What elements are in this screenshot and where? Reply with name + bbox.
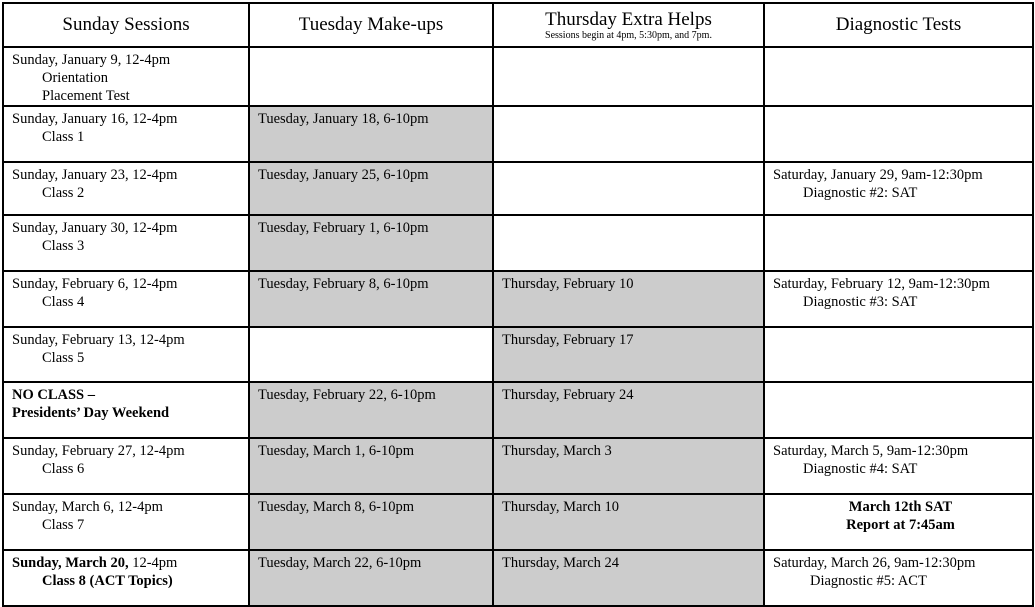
sunday-cell [3,494,249,550]
diagnostic-date: Saturday, February 12, 9am-12:30pm [773,276,990,292]
makeup-date: Tuesday, March 22, 6-10pm [258,555,422,571]
diagnostic-name: Diagnostic #3: SAT [803,294,918,310]
session-date [12,554,244,572]
sunday-cell [3,382,249,438]
schedule-table [2,2,1034,607]
diagnostic-date: Saturday, March 5, 9am-12:30pm [773,443,969,459]
session-topic: Class 3 [42,238,85,254]
makeup-date: Tuesday, February 1, 6-10pm [258,220,429,236]
table-row [3,215,1033,271]
tuesday-cell [249,438,493,494]
thursday-cell [493,162,764,215]
tuesday-cell [249,162,493,215]
session-topic: Class 5 [42,350,85,366]
session-topic: Class 7 [42,517,85,533]
diagnostic-date: Saturday, January 29, 9am-12:30pm [773,167,983,183]
extra-help-date: Thursday, February 10 [502,276,634,292]
session-topic: Class 1 [42,129,85,145]
tuesday-cell [249,271,493,327]
table-row [3,382,1033,438]
header-sunday-label: Sunday Sessions [62,14,190,35]
diagnostic-date: Saturday, March 26, 9am-12:30pm [773,555,976,571]
thursday-cell [493,215,764,271]
makeup-date: Tuesday, January 25, 6-10pm [258,167,429,183]
diagnostic-cell [764,494,1033,550]
diagnostic-cell [764,47,1033,106]
tuesday-cell [249,550,493,606]
session-time: 12-4pm [128,555,178,571]
diagnostic-cell [764,215,1033,271]
table-row [3,47,1033,106]
diagnostic-cell [764,271,1033,327]
tuesday-cell [249,215,493,271]
table-row [3,494,1033,550]
diagnostic-cell [764,382,1033,438]
header-diagnostic-label: Diagnostic Tests [835,14,962,35]
session-date: Sunday, February 27, 12-4pm [12,443,185,459]
makeup-date: Tuesday, March 1, 6-10pm [258,443,414,459]
makeup-date: Tuesday, February 22, 6-10pm [258,387,436,403]
sunday-cell [3,550,249,606]
thursday-cell [493,494,764,550]
makeup-date: Tuesday, January 18, 6-10pm [258,111,429,127]
makeup-date: Tuesday, February 8, 6-10pm [258,276,429,292]
diagnostic-name: Diagnostic #2: SAT [803,185,918,201]
thursday-cell [493,438,764,494]
extra-help-date: Thursday, March 24 [502,555,620,571]
header-tuesday-label: Tuesday Make-ups [298,14,444,35]
session-date: Sunday, February 6, 12-4pm [12,276,178,292]
header-tuesday [249,3,493,47]
thursday-cell [493,271,764,327]
holiday-label: Presidents’ Day Weekend [12,405,170,421]
makeup-date: Tuesday, March 8, 6-10pm [258,499,414,515]
sunday-cell [3,47,249,106]
session-date: Sunday, January 9, 12-4pm [12,52,171,68]
sat-test-date: March 12th SAT [848,499,953,515]
diagnostic-cell [764,162,1033,215]
extra-help-date: Thursday, March 3 [502,443,612,459]
sunday-cell [3,438,249,494]
table-row [3,106,1033,162]
table-row [3,271,1033,327]
table-row [3,162,1033,215]
extra-help-date: Thursday, February 17 [502,332,634,348]
diagnostic-name: Diagnostic #5: ACT [810,573,927,589]
session-topic: Class 8 (ACT Topics) [42,573,173,589]
header-sunday [3,3,249,47]
sunday-cell [3,162,249,215]
sunday-cell [3,106,249,162]
sunday-cell [3,271,249,327]
sunday-cell [3,327,249,382]
session-date: Sunday, January 16, 12-4pm [12,111,178,127]
diagnostic-cell [764,550,1033,606]
extra-help-date: Thursday, February 24 [502,387,634,403]
session-date: Sunday, January 30, 12-4pm [12,220,178,236]
tuesday-cell [249,327,493,382]
table-row [3,327,1033,382]
diagnostic-cell [764,327,1033,382]
header-row [3,3,1033,47]
report-time: Report at 7:45am [846,517,955,533]
table-row [3,438,1033,494]
session-topic: Orientation [42,70,109,86]
session-date: Sunday, February 13, 12-4pm [12,332,185,348]
sunday-cell [3,215,249,271]
header-thursday-label: Thursday Extra Helps [545,8,712,30]
no-class-label: NO CLASS – [12,387,95,403]
header-diagnostic [764,3,1033,47]
thursday-cell [493,550,764,606]
diagnostic-cell [764,106,1033,162]
header-thursday-note: Sessions begin at 4pm, 5:30pm, and 7pm. [545,29,712,41]
diagnostic-name: Diagnostic #4: SAT [803,461,918,477]
session-date: Sunday, March 6, 12-4pm [12,499,163,515]
session-topic: Class 4 [42,294,85,310]
thursday-cell [493,382,764,438]
table-row [3,550,1033,606]
header-thursday [493,3,764,47]
session-date: Sunday, January 23, 12-4pm [12,167,178,183]
thursday-cell [493,327,764,382]
session-topic: Class 6 [42,461,85,477]
thursday-cell [493,47,764,106]
session-topic: Class 2 [42,185,85,201]
extra-help-date: Thursday, March 10 [502,499,620,515]
session-topic: Placement Test [42,88,130,104]
tuesday-cell [249,47,493,106]
tuesday-cell [249,106,493,162]
diagnostic-cell [764,438,1033,494]
session-date-bold: Sunday, March 20, [12,555,129,571]
tuesday-cell [249,494,493,550]
tuesday-cell [249,382,493,438]
thursday-cell [493,106,764,162]
